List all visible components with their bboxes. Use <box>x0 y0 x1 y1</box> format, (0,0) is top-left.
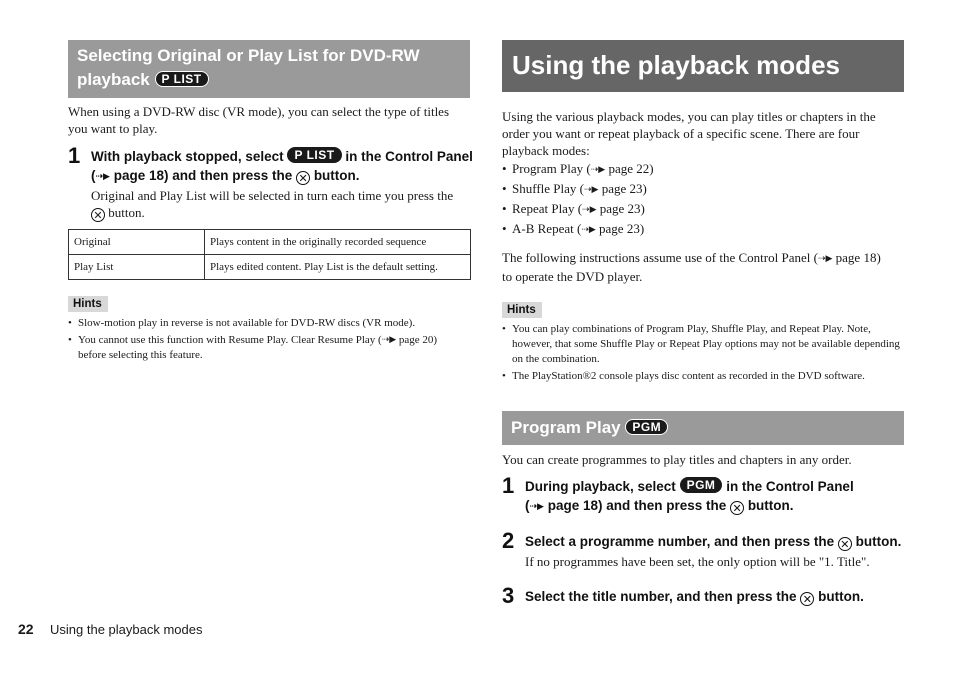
page-title: Using the playback modes <box>502 40 904 92</box>
section-header-line1: Selecting Original or Play List for DVD-RW <box>77 46 420 65</box>
step-number: 3 <box>502 583 515 608</box>
footer-label: Using the playback modes <box>50 622 203 637</box>
step3-tail: button. <box>818 589 864 604</box>
right-step2-desc: If no programmes have been set, the only option will be "1. Title". <box>525 554 870 569</box>
list-item: • The PlayStation®2 console plays disc content as recorded in the DVD software. <box>502 369 904 384</box>
step1-paren: ( <box>91 168 96 183</box>
page-ref-arrow-icon: ⇢▶ <box>581 225 596 235</box>
playback-type-table <box>68 229 471 280</box>
mode-name: Repeat Play ( <box>512 201 583 216</box>
cross-button-icon: ✕ <box>91 208 105 222</box>
step1-part2: in the Control Panel <box>726 479 854 494</box>
program-play-title: Program Play <box>511 418 621 437</box>
mode-page: page 23) <box>599 201 645 216</box>
step1-part1: With playback stopped, select <box>91 149 284 164</box>
table-row <box>69 255 471 280</box>
right-hints-list <box>502 322 904 384</box>
table-row <box>69 230 471 255</box>
left-step1-desc <box>91 187 471 222</box>
step1-part3: page 18) and then press the <box>547 498 727 513</box>
right-step1-text <box>525 477 905 517</box>
mode-page: page 23) <box>601 181 647 196</box>
plist-badge-icon: P LIST <box>155 71 209 87</box>
step1-part2: in the Control Panel <box>345 149 473 164</box>
mode-name: Shuffle Play ( <box>512 181 584 196</box>
step1-part4: button. <box>313 168 360 183</box>
mode-page: page 23) <box>599 221 645 236</box>
step-number: 1 <box>502 473 515 498</box>
step2-text: Select a programme number, and then press the <box>525 534 835 549</box>
control-panel-note <box>502 249 904 285</box>
list-item <box>502 180 904 199</box>
list-item: • Slow-motion play in reverse is not available for DVD-RW discs (VR mode). <box>68 316 471 331</box>
step1-part3: page 18) and then press the <box>113 168 293 183</box>
step1-desc2: button. <box>108 205 145 220</box>
step2-tail: button. <box>855 534 902 549</box>
step3-text: Select the title number, and then press the <box>525 589 797 604</box>
right-intro: Using the various playback modes, you can play titles or chapters in the order you want or repeat playback of a specific scene. There are four playback modes: <box>502 109 876 158</box>
mode-name: Program Play ( <box>512 161 591 176</box>
hint2-text: You cannot use this function with Resume Play. Clear Resume Play ( <box>78 334 382 346</box>
right-step2-text <box>525 532 905 551</box>
cross-button-icon: ✕ <box>296 171 310 185</box>
list-item <box>502 220 904 239</box>
table-cell-label: Play List <box>69 255 205 280</box>
playback-modes-list <box>502 160 904 239</box>
cross-button-icon: ✕ <box>800 592 814 606</box>
left-intro: When using a DVD-RW disc (VR mode), you can select the type of titles you want to play. <box>68 104 450 136</box>
hint2-page: page 20) <box>398 334 438 346</box>
hints-label: Hints <box>502 302 542 318</box>
page-ref-arrow-icon: ⇢▶ <box>95 172 110 182</box>
page-ref-arrow-icon: ⇢▶ <box>582 205 597 215</box>
mode-page: page 22) <box>608 161 654 176</box>
list-item: • You can play combinations of Program Play, Shuffle Play, and Repeat Play. Note, however, that some Shuffle Play or Repeat Play options may not be available depending on the combination. <box>502 322 904 367</box>
pgm-badge-icon: PGM <box>625 419 668 435</box>
instructions-part2: to operate the DVD player. <box>502 269 643 284</box>
right-step3-text <box>525 587 905 606</box>
list-item <box>502 160 904 179</box>
step1-desc1: Original and Play List will be selected in turn each time you press the <box>91 188 454 203</box>
instructions-part1: The following instructions assume use of the Control Panel ( <box>502 250 818 265</box>
list-item <box>68 333 471 363</box>
table-cell-desc: Plays content in the originally recorded sequence <box>205 230 471 255</box>
hints-label: Hints <box>68 296 108 312</box>
pgm-badge-icon: PGM <box>680 477 723 493</box>
page-ref-arrow-icon: ⇢▶ <box>381 335 397 345</box>
plist-badge-icon: P LIST <box>287 147 341 163</box>
page-ref-arrow-icon: ⇢▶ <box>817 254 833 264</box>
step1-part1: During playback, select <box>525 479 676 494</box>
mode-name: A-B Repeat ( <box>512 221 582 236</box>
cross-button-icon: ✕ <box>838 537 852 551</box>
list-item <box>502 200 904 219</box>
step1-paren: ( <box>525 498 530 513</box>
cross-button-icon: ✕ <box>730 501 744 515</box>
instructions-page: page 18) <box>835 250 881 265</box>
hint2-cont: before selecting this feature. <box>78 349 203 361</box>
program-intro: You can create programmes to play titles and chapters in any order. <box>502 452 852 467</box>
program-play-header <box>502 411 904 445</box>
section-header-line2: playback <box>77 70 150 89</box>
step1-part4: button. <box>747 498 794 513</box>
step-number: 1 <box>68 143 81 168</box>
page-number: 22 <box>18 621 34 637</box>
page-ref-arrow-icon: ⇢▶ <box>583 185 599 195</box>
section-header-original-playlist <box>68 40 470 98</box>
page-ref-arrow-icon: ⇢▶ <box>590 165 606 175</box>
left-hints-list <box>68 316 471 363</box>
table-cell-desc: Plays edited content. Play List is the default setting. <box>205 255 471 280</box>
step-number: 2 <box>502 528 515 553</box>
left-step1-text <box>91 147 476 187</box>
page-ref-arrow-icon: ⇢▶ <box>529 502 544 512</box>
table-cell-label: Original <box>69 230 205 255</box>
